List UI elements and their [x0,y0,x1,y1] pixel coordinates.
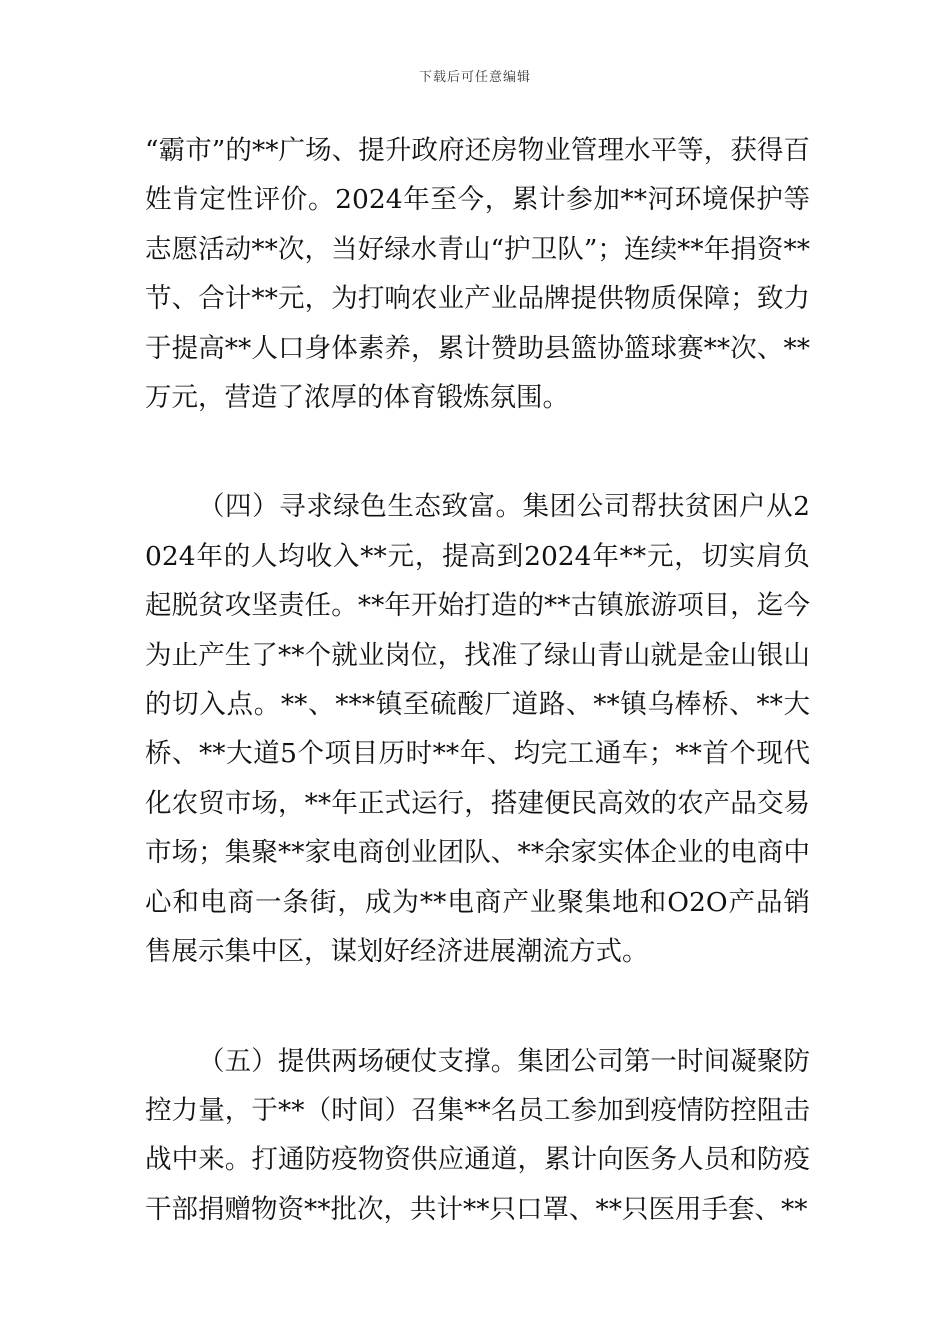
paragraph-section-5: （五）提供两场硬仗支撑。集团公司第一时间凝聚防控力量，于**（时间）召集**名员工参加到疫情防控阻击战中来。打通防疫物资供应通道，累计向医务人员和防疫干部捐赠物资**批次，共计**只口罩、**只医用手套、** [145,1045,810,1225]
paragraph-section-4: （四）寻求绿色生态致富。集团公司帮扶贫困户从2024年的人均收入**元，提高到2024年**元，切实肩负起脱贫攻坚责任。**年开始打造的**古镇旅游项目，迄今为止产生了**个就业岗位，找准了绿山青山就是金山银山的切入点。**、***镇至硫酸厂道路、**镇乌棒桥、**大桥、**大道5个项目历时**年、均完工通车；**首个现代化农贸市场，**年正式运行，搭建便民高效的农产品交易市场；集聚**家电商创业团队、**余家实体企业的电商中心和电商一条街，成为**电商产业聚集地和O2O产品销售展示集中区，谋划好经济进展潮流方式。 [145,491,810,968]
document-body [145,126,810,1234]
page-header-note: 下载后可任意编辑 [418,70,531,85]
paragraph-continuation: “霸市”的**广场、提升政府还房物业管理水平等，获得百姓肯定性评价。2024年至今，累计参加**河环境保护等志愿活动**次，当好绿水青山“护卫队”；连续**年捐资**节、合计**元，为打响农业产业品牌提供物质保障；致力于提高**人口身体素养，累计赞助县篮协篮球赛**次、**万元，营造了浓厚的体育锻炼氛围。 [145,135,810,414]
